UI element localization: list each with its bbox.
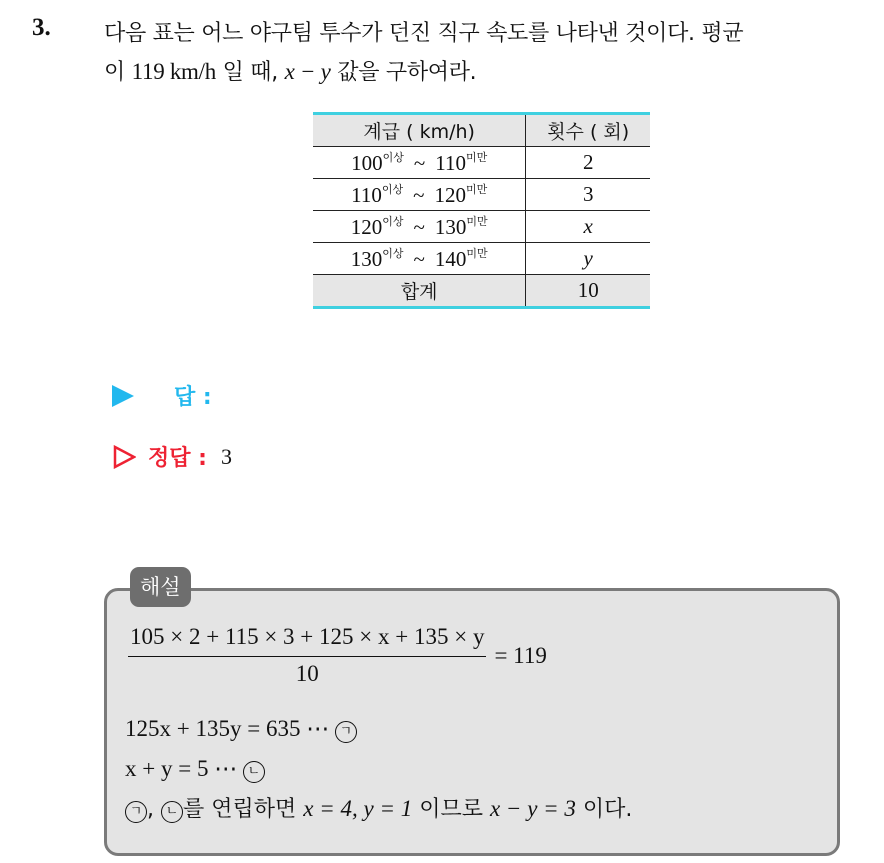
circled-nieun-icon: ㄴ <box>161 801 183 823</box>
circled-giyeok-icon: ㄱ <box>335 721 357 743</box>
count-cell: 3 <box>526 179 650 211</box>
total-label: 합계 <box>313 275 526 308</box>
correct-answer <box>112 441 232 472</box>
question-number: 3. <box>32 14 51 41</box>
question-text-line1: 다음 표는 어느 야구팀 투수가 던진 직구 속도를 나타낸 것이다. 평균 <box>104 21 744 46</box>
table-row <box>313 243 650 275</box>
circled-giyeok-icon: ㄱ <box>125 801 147 823</box>
table-row <box>313 211 650 243</box>
class-range: $100^{이상}$ ~ $110^{미만}$ <box>313 147 526 179</box>
correct-answer-label: 정답 : <box>148 446 207 471</box>
total-value: 10 <box>526 275 650 308</box>
play-triangle-icon <box>112 385 134 407</box>
class-range: $130^{이상}$ ~ $140^{미만}$ <box>313 243 526 275</box>
count-cell: y <box>526 243 650 275</box>
frequency-table <box>313 112 650 309</box>
circled-nieun-icon: ㄴ <box>243 761 265 783</box>
solution-conclusion: ㄱ , ㄴ 를 연립하면 x = 4, y = 1 이므로 x − y = 3 이다. <box>125 792 632 823</box>
equation-2: x + y = 5 ⋯ ㄴ <box>125 756 265 783</box>
class-range: $120^{이상}$ ~ $130^{미만}$ <box>313 211 526 243</box>
equation-1: 125x + 135y = 635 ⋯ ㄱ <box>125 716 357 743</box>
answer-label: 답 : <box>174 385 212 410</box>
table-header-row <box>313 114 650 147</box>
mean-equation <box>128 624 547 687</box>
answer-area[interactable] <box>112 380 212 411</box>
header-class: 계급 ( km/h) <box>313 114 526 147</box>
table-row <box>313 179 650 211</box>
count-cell: x <box>526 211 650 243</box>
outline-triangle-icon <box>112 445 136 469</box>
header-count: 횟수 ( 회) <box>526 114 650 147</box>
correct-answer-value: 3 <box>220 443 232 469</box>
count-cell: 2 <box>526 147 650 179</box>
table-total-row <box>313 275 650 308</box>
fraction-numerator: 105 × 2 + 115 × 3 + 125 × x + 135 × y <box>130 624 485 649</box>
equation-rhs: = 119 <box>494 642 547 668</box>
solution-tag: 해설 <box>130 567 191 607</box>
class-range: $110^{이상}$ ~ $120^{미만}$ <box>313 179 526 211</box>
question-text-line2: 이 119 km/h 일 때, x − y 값을 구하여라. <box>104 59 477 85</box>
table-row <box>313 147 650 179</box>
fraction-denominator: 10 <box>128 656 486 687</box>
